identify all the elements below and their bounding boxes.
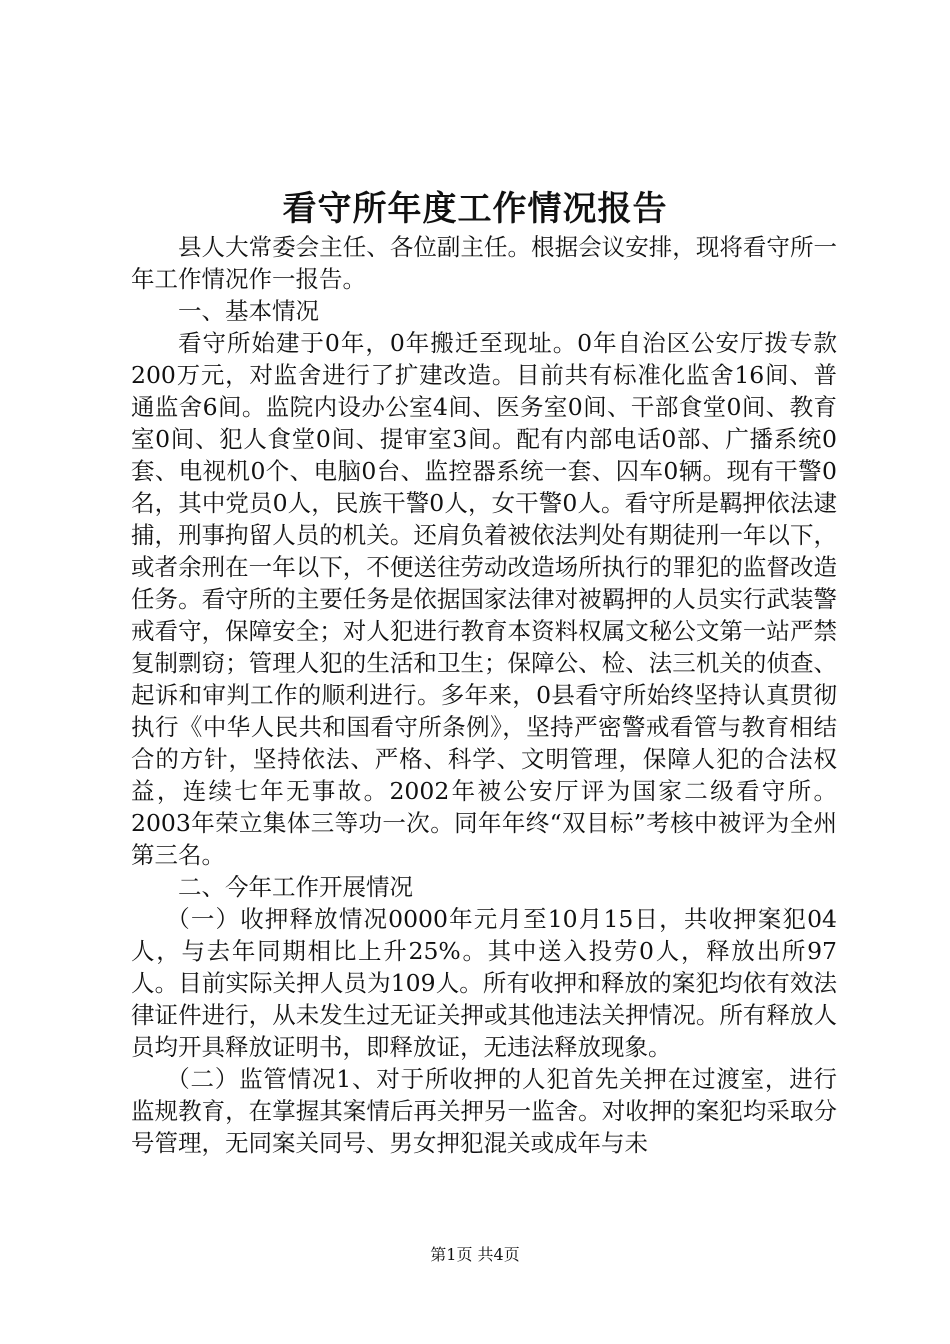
supervision-paragraph: （二）监管情况1、对于所收押的人犯首先关押在过渡室，进行监规教育，在掌握其案情后再关押另一监舍。对收押的案犯均采取分号管理，无同案关同号、男女押犯混关或成年与未 <box>131 1065 837 1157</box>
detention-release-paragraph: （一）收押释放情况0000年元月至10月15日，共收押案犯04人，与去年同期相比上升25%。其中送入投劳0人，释放出所97人。目前实际关押人员为109人。所有收押和释放的案犯均依有效法律证件进行，从未发生过无证关押或其他违法关押情况。所有释放人员均开具释放证明书，即释放证，无违法释放现象。 <box>131 905 837 1061</box>
section-heading-work: 二、今年工作开展情况 <box>178 873 413 901</box>
page-title: 看守所年度工作情况报告 <box>282 189 668 229</box>
page-number: 第1页 共4页 <box>430 1245 520 1264</box>
document-body <box>131 231 837 1159</box>
basic-info-paragraph: 看守所始建于0年，0年搬迁至现址。0年自治区公安厅拨专款200万元，对监舍进行了扩建改造。目前共有标准化监舍16间、普通监舍6间。监院内设办公室4间、医务室0间、干部食堂0间、教育室0间、犯人食堂0间、提审室3间。配有内部电话0部、广播系统0套、电视机0个、电脑0台、监控器系统一套、囚车0辆。现有干警0名，其中党员0人，民族干警0人，女干警0人。看守所是羁押依法逮捕，刑事拘留人员的机关。还肩负着被依法判处有期徒刑一年以下，或者余刑在一年以下，不便送往劳动改造场所执行的罪犯的监督改造任务。看守所的主要任务是依据国家法律对被羁押的人员实行武装警戒看守，保障安全；对人犯进行教育本资料权属文秘公文第一站严禁复制剽窃；管理人犯的生活和卫生；保障公、检、法三机关的侦查、起诉和审判工作的顺利进行。多年来，0县看守所始终坚持认真贯彻执行《中华人民共和国看守所条例》，坚持严密警戒看管与教育相结合的方针，坚持依法、严格、科学、文明管理，保障人犯的合法权益，连续七年无事故。2002年被公安厅评为国家二级看守所。2003年荣立集体三等功一次。同年年终“双目标”考核中被评为全州第三名。 <box>131 329 837 869</box>
section-heading-basic: 一、基本情况 <box>178 297 319 325</box>
intro-paragraph: 县人大常委会主任、各位副主任。根据会议安排，现将看守所一年工作情况作一报告。 <box>131 233 837 293</box>
